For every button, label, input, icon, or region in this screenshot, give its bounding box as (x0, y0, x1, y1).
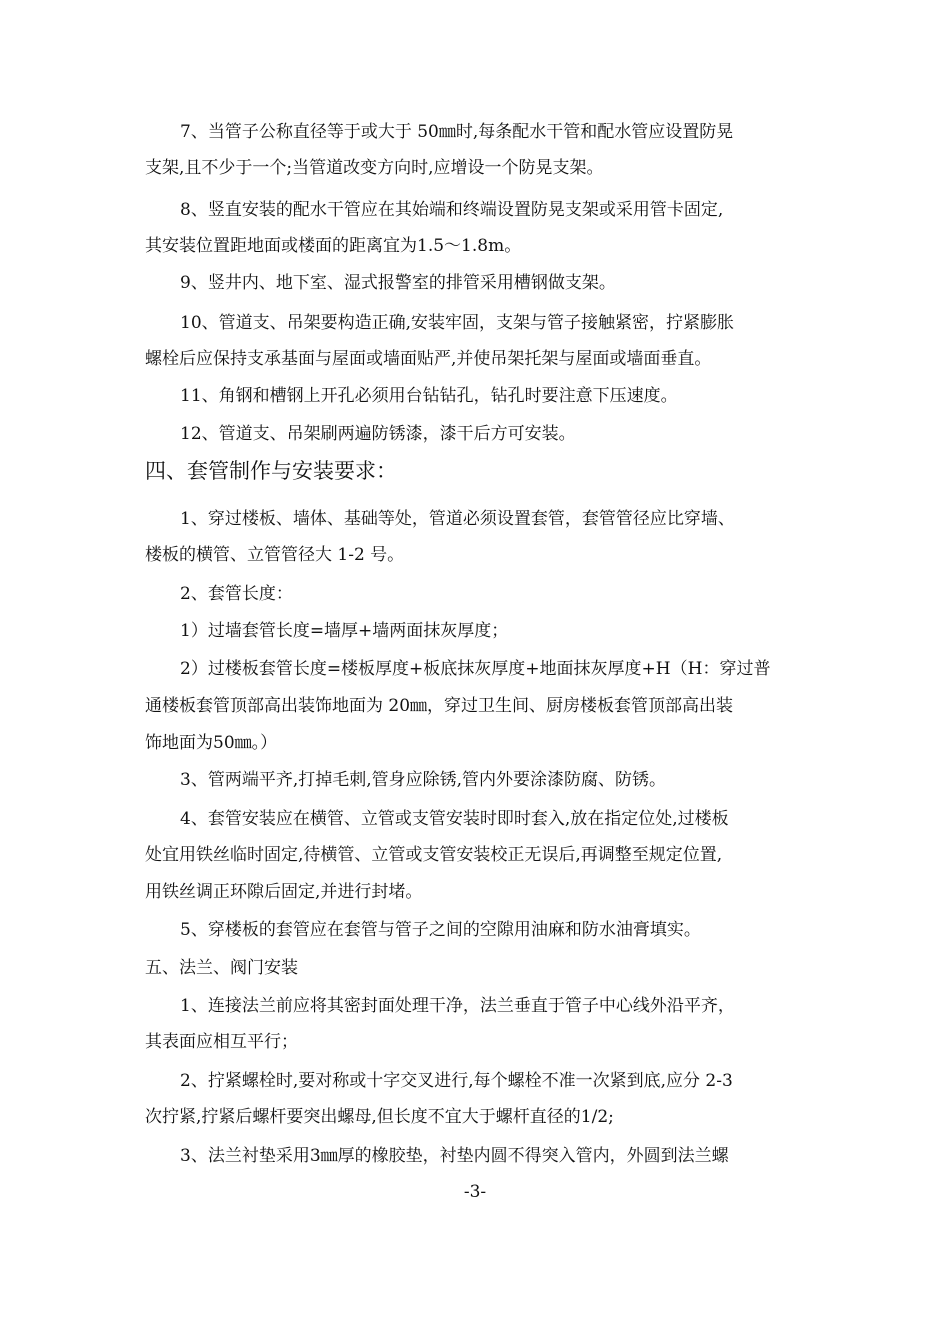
section-heading: 五、法兰、阀门安装 (145, 958, 298, 978)
text-line: 5、穿楼板的套管应在套管与管子之间的空隙用油麻和防水油膏填实。 (180, 920, 701, 940)
page-number: -3- (463, 1182, 487, 1202)
text-line: 通楼板套管顶部高出装饰地面为 20㎜，穿过卫生间、厨房楼板套管顶部高出装 (145, 696, 734, 716)
text-line: 饰地面为50㎜。） (145, 733, 278, 753)
text-line: 8、竖直安装的配水干管应在其始端和终端设置防晃支架或采用管卡固定, (180, 200, 724, 220)
text-line: 其安装位置距地面或楼面的距离宜为1.5～1.8m。 (145, 236, 522, 256)
text-line: 1、穿过楼板、墙体、基础等处，管道必须设置套管，套管管径应比穿墙、 (180, 509, 735, 529)
text-line: 12、管道支、吊架刷两遍防锈漆，漆干后方可安装。 (180, 424, 576, 444)
text-line: 10、管道支、吊架要构造正确,安装牢固，支架与管子接触紧密，拧紧膨胀 (180, 313, 735, 333)
text-line: 其表面应相互平行； (145, 1032, 298, 1052)
text-line: 4、套管安装应在横管、立管或支管安装时即时套入,放在指定位处,过楼板 (180, 809, 729, 829)
text-line: 楼板的横管、立管管径大 1-2 号。 (145, 545, 405, 565)
text-line: 处宜用铁丝临时固定,待横管、立管或支管安装校正无误后,再调整至规定位置, (145, 845, 723, 865)
text-line: 3、管两端平齐,打掉毛刺,管身应除锈,管内外要涂漆防腐、防锈。 (180, 770, 667, 790)
text-line: 7、当管子公称直径等于或大于 50㎜时,每条配水干管和配水管应设置防晃 (180, 122, 734, 142)
text-line: 9、竖井内、地下室、湿式报警室的排管采用槽钢做支架。 (180, 273, 616, 293)
text-line: 11、角钢和槽钢上开孔必须用台钻钻孔，钻孔时要注意下压速度。 (180, 386, 678, 406)
text-line: 支架,且不少于一个;当管道改变方向时,应增设一个防晃支架。 (145, 158, 604, 178)
text-line: 2、拧紧螺栓时,要对称或十字交叉进行,每个螺栓不准一次紧到底,应分 2-3 (180, 1071, 733, 1091)
section-heading: 四、套管制作与安装要求： (145, 459, 397, 483)
text-line: 次拧紧,拧紧后螺杆要突出螺母,但长度不宜大于螺杆直径的1/2; (145, 1107, 614, 1127)
text-line: 螺栓后应保持支承基面与屋面或墙面贴严,并使吊架托架与屋面或墙面垂直。 (145, 349, 712, 369)
text-line: 3、法兰衬垫采用3㎜厚的橡胶垫，衬垫内圆不得突入管内，外圆到法兰螺 (180, 1146, 729, 1166)
text-line: 1）过墙套管长度=墙厚+墙两面抹灰厚度； (180, 621, 509, 641)
text-line: 2、套管长度： (180, 584, 293, 604)
text-line: 1、连接法兰前应将其密封面处理干净，法兰垂直于管子中心线外沿平齐， (180, 996, 735, 1016)
text-line: 用铁丝调正环隙后固定,并进行封堵。 (145, 882, 423, 902)
text-line: 2）过楼板套管长度=楼板厚度+板底抹灰厚度+地面抹灰厚度+H（H：穿过普 (180, 659, 771, 679)
